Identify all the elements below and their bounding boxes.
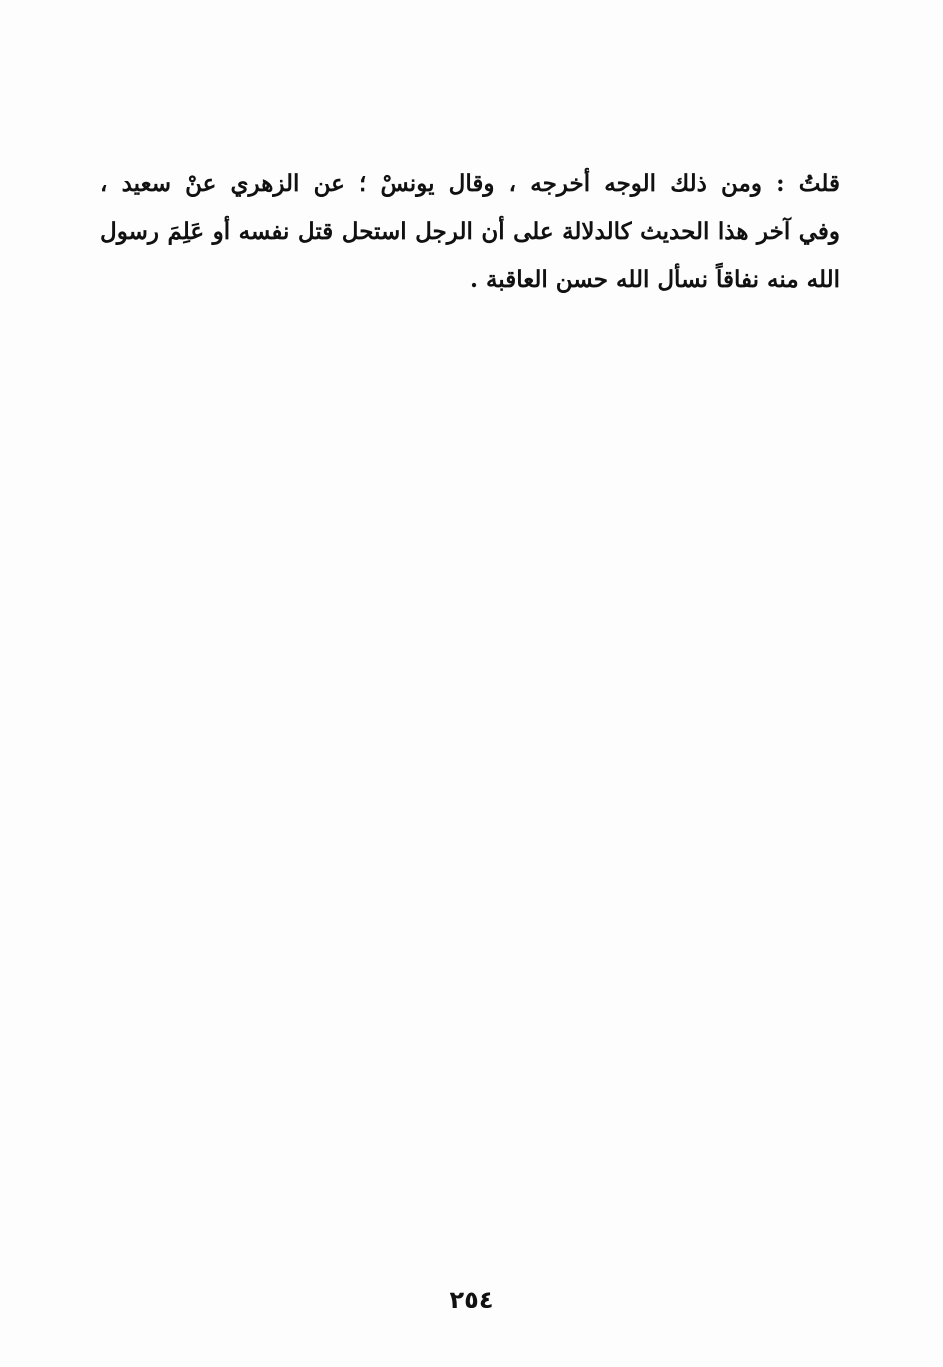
page-number: ٢٥٤ (449, 1286, 494, 1314)
text-line-1: قلتُ : ومن ذلك الوجه أخرجه ، وقال يونسْ ؛ عن الزهري عنْ سعيد ، (100, 170, 840, 197)
body-paragraph (100, 160, 840, 304)
text-line-2: وفي آخر هذا الحديث كالدلالة على أن الرجل استحل قتل نفسه أو عَلِمَ رسول (100, 218, 840, 245)
text-line-3: الله منه نفاقاً نسأل الله حسن العاقبة . (469, 266, 840, 293)
